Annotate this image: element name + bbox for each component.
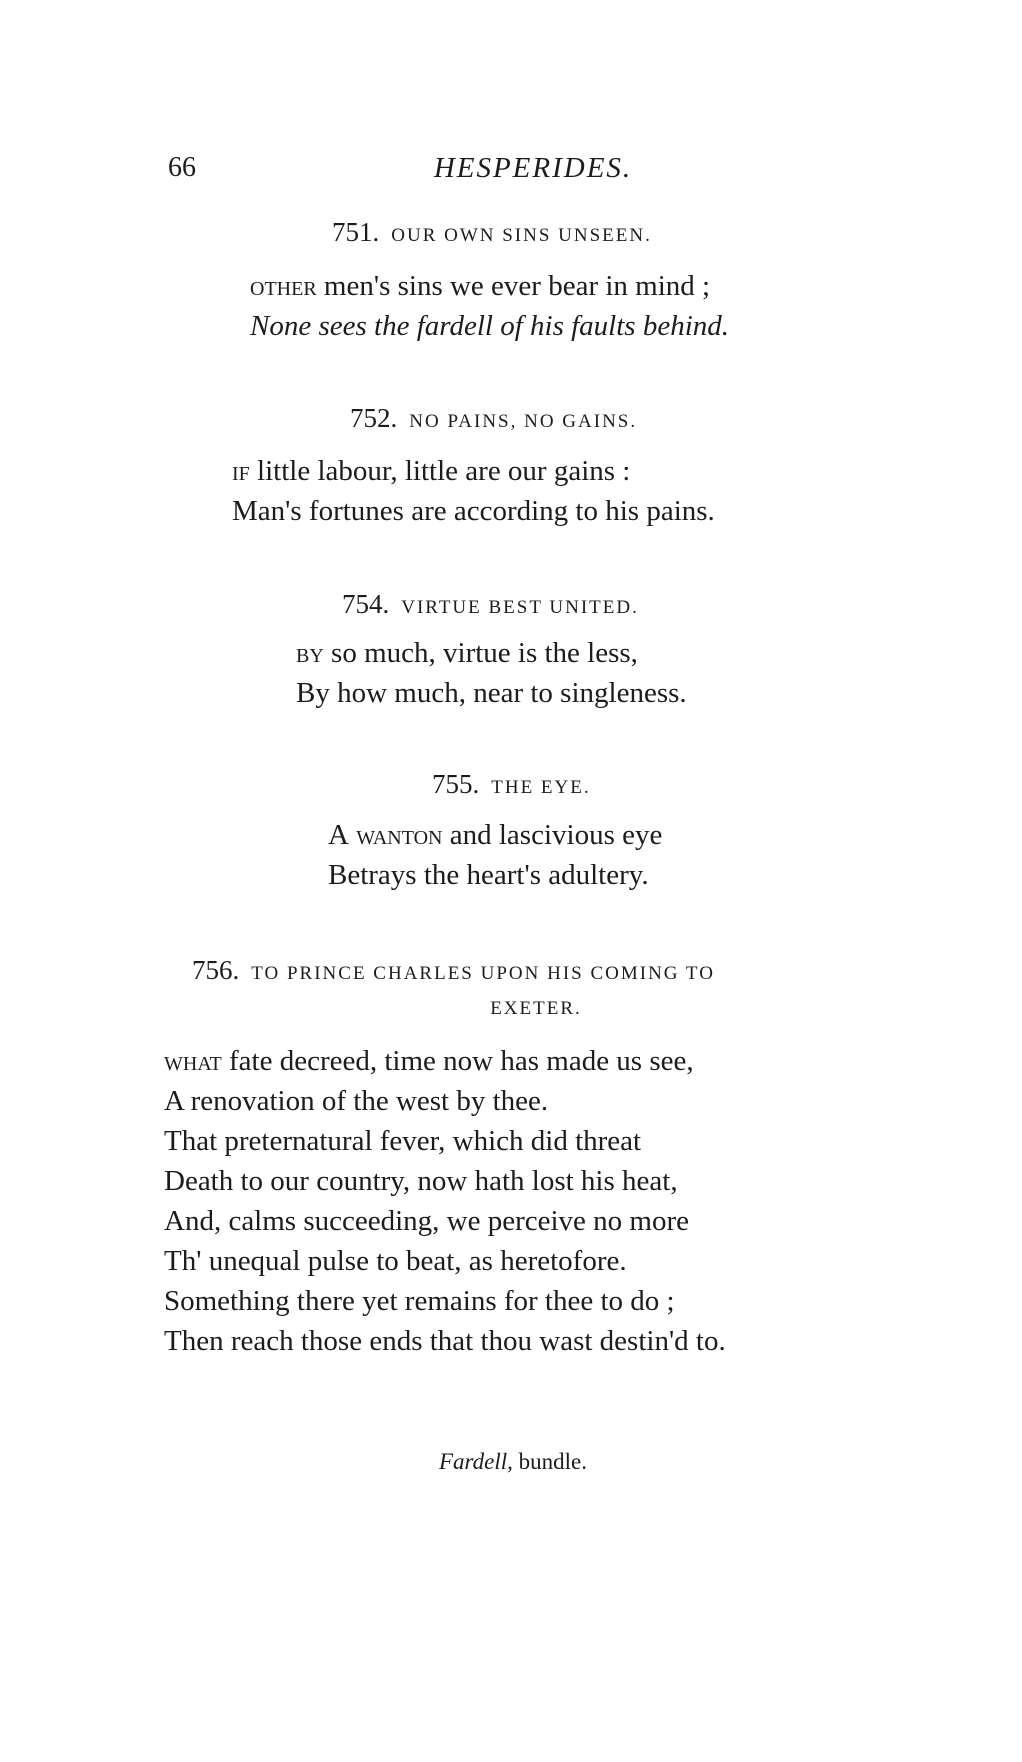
verse-line — [164, 1041, 726, 1081]
page-number: 66 — [168, 152, 196, 183]
poem-title: NO PAINS, NO GAINS. — [409, 411, 638, 432]
poem-number: 751. — [332, 217, 380, 247]
poem-title: OUR OWN SINS UNSEEN. — [391, 225, 652, 246]
verse-line — [296, 633, 687, 673]
verse-text: and lascivious eye — [442, 819, 663, 851]
verse-text: None sees the fardell of his faults behind. — [250, 310, 729, 342]
verse-line — [250, 306, 729, 346]
poem-heading — [350, 404, 637, 436]
poem-heading — [192, 956, 715, 988]
poem-number: 756. — [192, 955, 240, 985]
poem-title-continued: EXETER. — [490, 998, 582, 1019]
verse-text: fate decreed, time now has made us see, — [221, 1045, 694, 1077]
verse-line — [232, 451, 715, 491]
verse-line — [296, 673, 687, 713]
verse-text: Then reach those ends that thou wast destin'd to. — [164, 1325, 726, 1357]
verse-text: so much, virtue is the less, — [323, 637, 638, 669]
poem-body — [296, 633, 687, 713]
verse-line — [164, 1081, 726, 1121]
poem-heading — [342, 590, 639, 622]
poem-title: TO PRINCE CHARLES UPON HIS COMING TO — [251, 963, 715, 984]
verse-line — [164, 1161, 726, 1201]
poem-number: 754. — [342, 589, 390, 619]
verse-line — [232, 491, 715, 531]
verse-text: A — [328, 819, 349, 851]
initial-capitals: by — [296, 637, 324, 669]
verse-text: By how much, near to singleness. — [296, 677, 687, 709]
poem-body — [232, 451, 715, 531]
verse-text: Th' unequal pulse to beat, as heretofore. — [164, 1245, 627, 1277]
verse-line — [164, 1281, 726, 1321]
verse-line — [328, 855, 662, 895]
poem-heading — [432, 770, 591, 802]
footnote-term: Fardell, — [439, 1449, 513, 1474]
verse-text: Death to our country, now hath lost his heat, — [164, 1165, 678, 1197]
initial-capitals: what — [164, 1045, 222, 1077]
initial-capitals: if — [232, 455, 250, 487]
poem-title: VIRTUE BEST UNITED. — [401, 597, 639, 618]
poem-title: THE EYE. — [491, 777, 591, 798]
verse-text: men's sins we ever bear in mind ; — [316, 270, 711, 302]
small-caps-word: wanton — [348, 819, 443, 851]
verse-line — [164, 1121, 726, 1161]
poem-body — [328, 815, 662, 895]
verse-text: That preternatural fever, which did threat — [164, 1125, 642, 1157]
initial-capitals: other — [250, 270, 317, 302]
verse-line — [164, 1321, 726, 1361]
verse-line — [164, 1241, 726, 1281]
verse-line — [164, 1201, 726, 1241]
verse-text: And, calms succeeding, we perceive no more — [164, 1205, 690, 1237]
verse-line — [250, 266, 729, 306]
verse-text: A renovation of the west by thee. — [164, 1085, 549, 1117]
poem-body — [250, 266, 729, 346]
verse-text: Man's fortunes are according to his pains. — [232, 495, 715, 527]
poem-number: 752. — [350, 403, 398, 433]
verse-line — [328, 815, 662, 855]
poem-body — [164, 1041, 726, 1361]
running-title: HESPERIDES. — [433, 152, 633, 184]
verse-text: Something there yet remains for thee to do ; — [164, 1285, 675, 1317]
poem-heading — [332, 218, 652, 250]
verse-text: little labour, little are our gains : — [249, 455, 631, 487]
poem-number: 755. — [432, 769, 480, 799]
footnote-definition: bundle. — [512, 1449, 587, 1474]
verse-text: Betrays the heart's adultery. — [328, 859, 649, 891]
footnote — [0, 1446, 1022, 1478]
